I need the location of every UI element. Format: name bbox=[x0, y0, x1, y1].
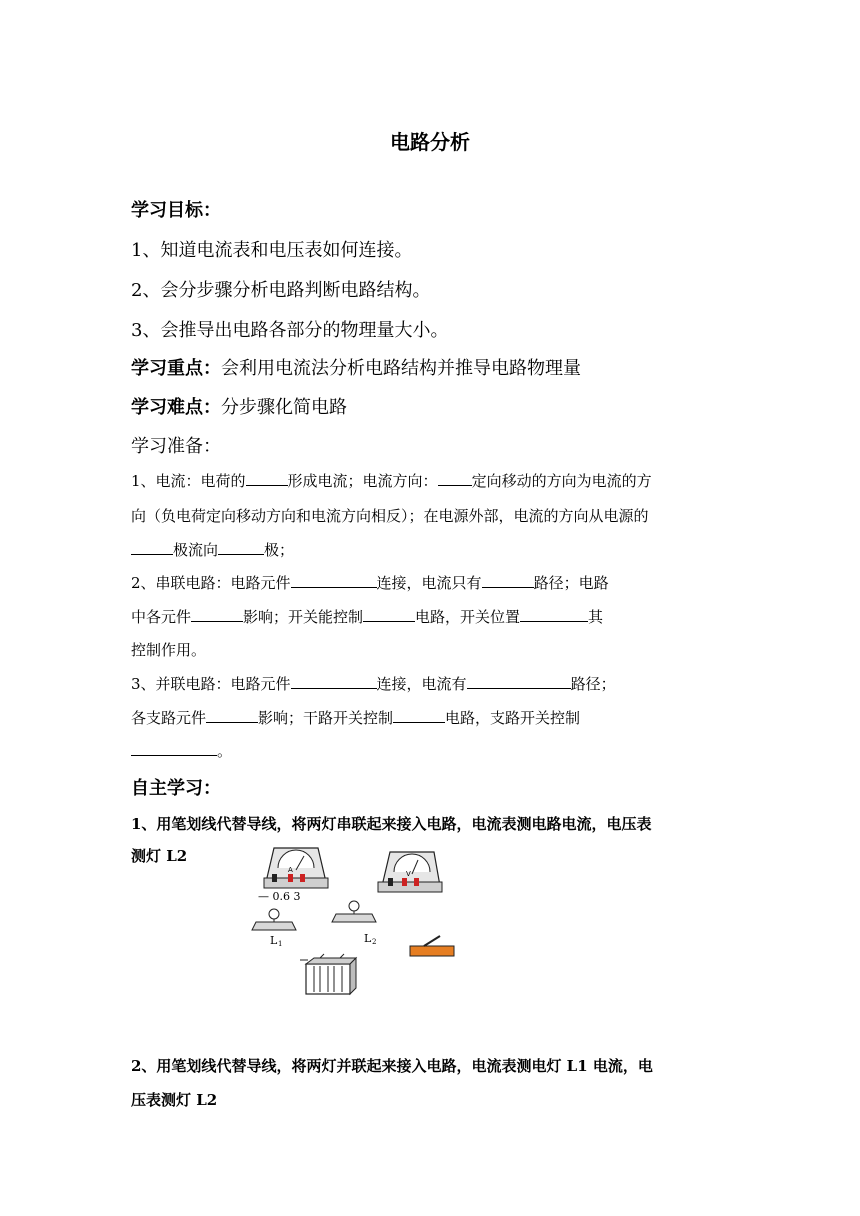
circuit-components-figure bbox=[250, 842, 470, 1002]
knife-switch[interactable] bbox=[410, 936, 454, 956]
focus-label: 学习重点： bbox=[131, 358, 221, 379]
task2-line1: 2、用笔划线代替导线，将两灯并联起来接入电路，电流表测电灯 L1 电流，电 bbox=[131, 1057, 653, 1075]
text-segment: 影响；干路开关控制 bbox=[258, 709, 394, 727]
lamp-l1-subscript: 1 bbox=[278, 940, 283, 948]
text-segment: 极流向 bbox=[173, 541, 219, 559]
fill-blank[interactable] bbox=[393, 707, 445, 723]
prep-q3-line3 bbox=[131, 740, 232, 761]
text-segment: 形成电流；电流方向： bbox=[287, 472, 438, 490]
text-segment: 。 bbox=[217, 742, 233, 760]
text-segment: 连接，电流只有 bbox=[376, 574, 482, 592]
prep-q2-line3: 控制作用。 bbox=[131, 641, 207, 659]
fill-blank[interactable] bbox=[438, 470, 472, 486]
focus-line bbox=[131, 354, 581, 380]
difficulty-line bbox=[131, 393, 347, 419]
prep-q1-line2: 向（负电荷定向移动方向和电流方向相反）；在电源外部，电流的方向从电源的 bbox=[131, 507, 649, 525]
text-segment: 连接，电流有 bbox=[376, 675, 467, 693]
ammeter[interactable] bbox=[258, 848, 328, 903]
text-segment: 极； bbox=[264, 541, 295, 559]
prep-q2-line2 bbox=[131, 606, 603, 627]
text-segment: 电路，支路开关控制 bbox=[445, 709, 581, 727]
text-segment: 电路，开关位置 bbox=[415, 608, 521, 626]
objective-item: 2、会分步骤分析电路判断电路结构。 bbox=[131, 280, 431, 301]
prep-q1-line3 bbox=[131, 539, 294, 560]
objectives-heading: 学习目标： bbox=[131, 200, 221, 221]
text-segment: 其 bbox=[588, 608, 604, 626]
fill-blank[interactable] bbox=[520, 606, 588, 622]
fill-blank[interactable] bbox=[363, 606, 415, 622]
ammeter-terminal-labels: — 0.6 3 bbox=[258, 890, 301, 903]
focus-text: 会利用电流法分析电路结构并推导电路物理量 bbox=[221, 358, 581, 379]
task1-line2: 测灯 L2 bbox=[131, 847, 188, 865]
fill-blank[interactable] bbox=[131, 740, 217, 756]
text-segment: 各支路元件 bbox=[131, 709, 207, 727]
text-segment: 路径； bbox=[570, 675, 616, 693]
fill-blank[interactable] bbox=[246, 470, 288, 486]
task1-line1: 1、用笔划线代替导线，将两灯串联起来接入电路，电流表测电路电流，电压表 bbox=[131, 815, 652, 833]
difficulty-text: 分步骤化简电路 bbox=[221, 397, 347, 418]
ammeter-symbol: A bbox=[288, 866, 293, 874]
lamp-l1-label: L bbox=[270, 934, 278, 947]
text-segment: 3、并联电路：电路元件 bbox=[131, 675, 291, 693]
page-title: 电路分析 bbox=[390, 130, 470, 154]
text-segment: 路径；电路 bbox=[533, 574, 609, 592]
prep-q3-line1 bbox=[131, 673, 616, 694]
fill-blank[interactable] bbox=[131, 539, 173, 555]
fill-blank[interactable] bbox=[191, 606, 243, 622]
prep-q3-line2 bbox=[131, 707, 580, 728]
self-study-heading: 自主学习： bbox=[131, 778, 221, 799]
task2-line2: 压表测灯 L2 bbox=[131, 1091, 218, 1109]
prep-q2-line1 bbox=[131, 572, 609, 593]
text-segment: 2、串联电路：电路元件 bbox=[131, 574, 291, 592]
fill-blank[interactable] bbox=[206, 707, 258, 723]
lamp-l2-label: L bbox=[364, 932, 372, 945]
fill-blank[interactable] bbox=[291, 673, 377, 689]
fill-blank[interactable] bbox=[291, 572, 377, 588]
fill-blank[interactable] bbox=[467, 673, 571, 689]
prep-q1-line1 bbox=[131, 470, 652, 491]
lamp-l1[interactable] bbox=[252, 909, 296, 948]
text-segment: 中各元件 bbox=[131, 608, 192, 626]
text-segment: 影响；开关能控制 bbox=[243, 608, 364, 626]
text-segment: 定向移动的方向为电流的方 bbox=[471, 472, 652, 490]
lamp-l2[interactable] bbox=[332, 901, 376, 946]
objective-item: 3、会推导出电路各部分的物理量大小。 bbox=[131, 320, 449, 341]
text-segment: 1、电流：电荷的 bbox=[131, 472, 246, 490]
difficulty-label: 学习难点： bbox=[131, 397, 221, 418]
voltmeter-symbol: V bbox=[406, 870, 411, 878]
lamp-l2-subscript: 2 bbox=[372, 938, 377, 946]
preparation-heading: 学习准备： bbox=[131, 436, 221, 457]
battery[interactable] bbox=[300, 954, 356, 994]
fill-blank[interactable] bbox=[482, 572, 534, 588]
fill-blank[interactable] bbox=[218, 539, 264, 555]
voltmeter[interactable] bbox=[378, 852, 442, 892]
objective-item: 1、知道电流表和电压表如何连接。 bbox=[131, 240, 413, 261]
